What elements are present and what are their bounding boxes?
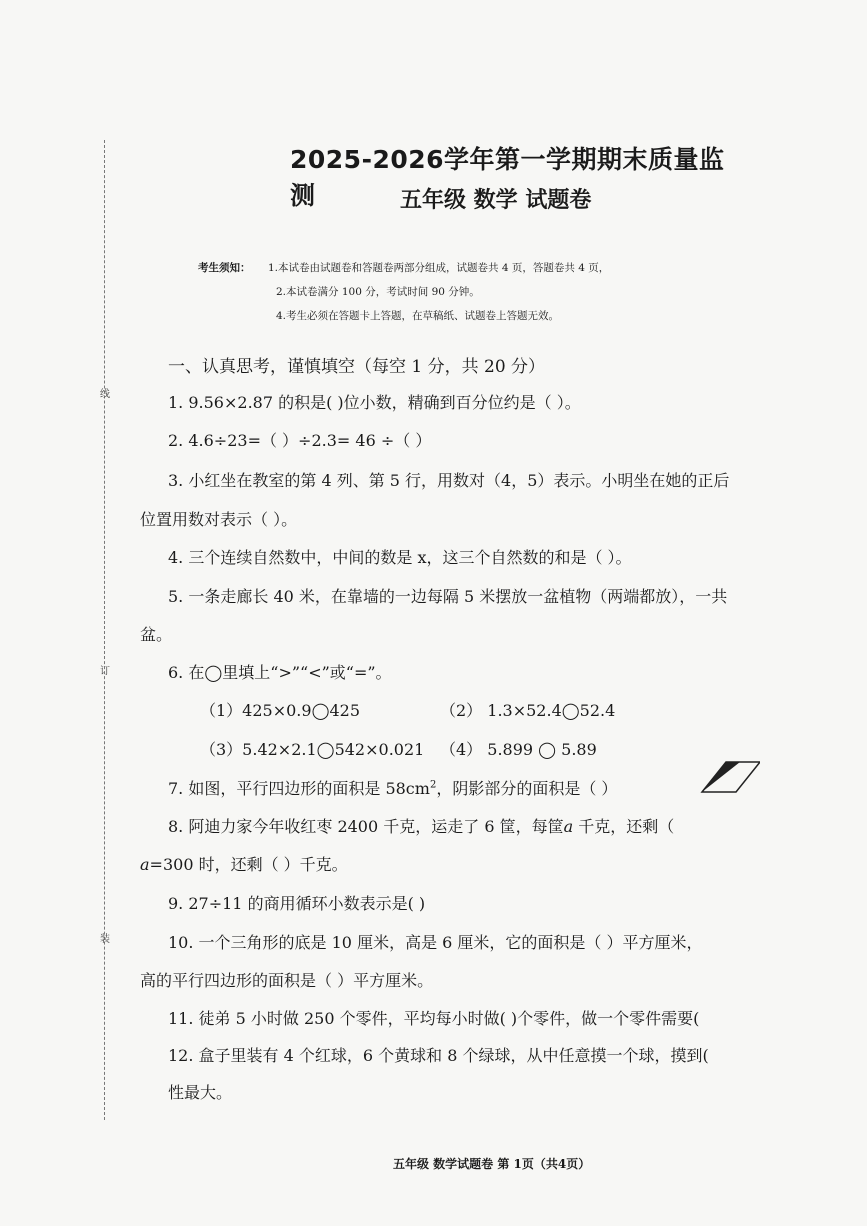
question-5-line1: 5. 一条走廊长 40 米，在靠墙的一边每隔 5 米摆放一盆植物（两端都放），一共: [168, 587, 728, 606]
parallelogram-figure: [700, 756, 760, 796]
notice-label: 考生须知：: [198, 262, 251, 274]
page-footer: 五年级 数学试题卷 第 1页（共4页）: [393, 1157, 591, 1171]
exam-subtitle: 五年级 数学 试题卷: [400, 188, 592, 213]
question-7-unit-exponent: 2: [429, 779, 437, 791]
question-11: 11. 徒弟 5 小时做 250 个零件，平均每小时做( )个零件，做一个零件需要(: [168, 1009, 700, 1028]
question-7-text: 7. 如图，平行四边形的面积是 58cm: [168, 779, 430, 798]
question-7: [168, 776, 617, 799]
question-8-line2: [140, 852, 348, 875]
notice-item: 2.本试卷满分 100 分，考试时间 90 分钟。: [276, 286, 480, 298]
question-10-line2: 高的平行四边形的面积是（ ）平方厘米。: [140, 971, 434, 990]
question-6-part3: （3）5.42×2.1◯542×0.021: [200, 740, 425, 759]
variable-a: a: [563, 817, 574, 836]
exam-title: 2025-2026学年第一学期期末质量监测: [290, 145, 725, 210]
question-6: 6. 在◯里填上“>”“<”或“=”。: [168, 663, 392, 682]
question-6-part4: （4） 5.899 ◯ 5.89: [440, 740, 597, 759]
question-2: 2. 4.6÷23=（ ）÷2.3= 46 ÷（ ）: [168, 431, 432, 450]
margin-mark-zhuang: 装: [100, 934, 110, 945]
question-9: 9. 27÷11 的商用循环小数表示是( ): [168, 894, 426, 913]
shaded-region: [702, 762, 740, 792]
candidate-notice: [198, 256, 609, 328]
question-7-text-end: ，阴影部分的面积是（ ）: [436, 779, 618, 798]
question-8-text-end: 千克，还剩（: [573, 817, 675, 836]
binding-dashed-line: [104, 140, 105, 1120]
variable-a: a: [140, 855, 150, 874]
question-6-part1: （1）425×0.9◯425: [200, 701, 361, 720]
question-12-line1: 12. 盒子里装有 4 个红球，6 个黄球和 8 个绿球，从中任意摸一个球，摸到(: [168, 1046, 709, 1065]
notice-item: 1.本试卷由试题卷和答题卷两部分组成，试题卷共 4 页，答题卷共 4 页，: [268, 262, 610, 274]
margin-mark-xian: 线: [100, 389, 110, 400]
question-3-line1: 3. 小红坐在教室的第 4 列、第 5 行，用数对（4，5）表示。小明坐在她的正后: [168, 471, 730, 490]
question-1: 1. 9.56×2.87 的积是( )位小数，精确到百分位约是（ ）。: [168, 393, 581, 412]
question-4: 4. 三个连续自然数中，中间的数是 x，这三个自然数的和是（ ）。: [168, 548, 632, 567]
question-5-line2: 盆。: [140, 625, 173, 644]
question-12-line2: 性最大。: [168, 1083, 233, 1102]
notice-item: 4.考生必须在答题卡上答题，在草稿纸、试题卷上答题无效。: [276, 310, 560, 322]
question-8-text: 8. 阿迪力家今年收红枣 2400 千克，运走了 6 筐，每筐: [168, 817, 564, 836]
question-10-line1: 10. 一个三角形的底是 10 厘米，高是 6 厘米，它的面积是（ ）平方厘米，: [168, 933, 703, 952]
question-8-line1: [168, 814, 674, 837]
margin-mark-ding: 订: [100, 666, 110, 677]
question-8-text-2: =300 时，还剩（ ）千克。: [149, 855, 348, 874]
section-heading: 一、认真思考，谨慎填空（每空 1 分，共 20 分）: [168, 357, 546, 377]
question-6-part2: （2） 1.3×52.4◯52.4: [440, 701, 616, 720]
question-3-line2: 位置用数对表示（ ）。: [140, 510, 298, 529]
